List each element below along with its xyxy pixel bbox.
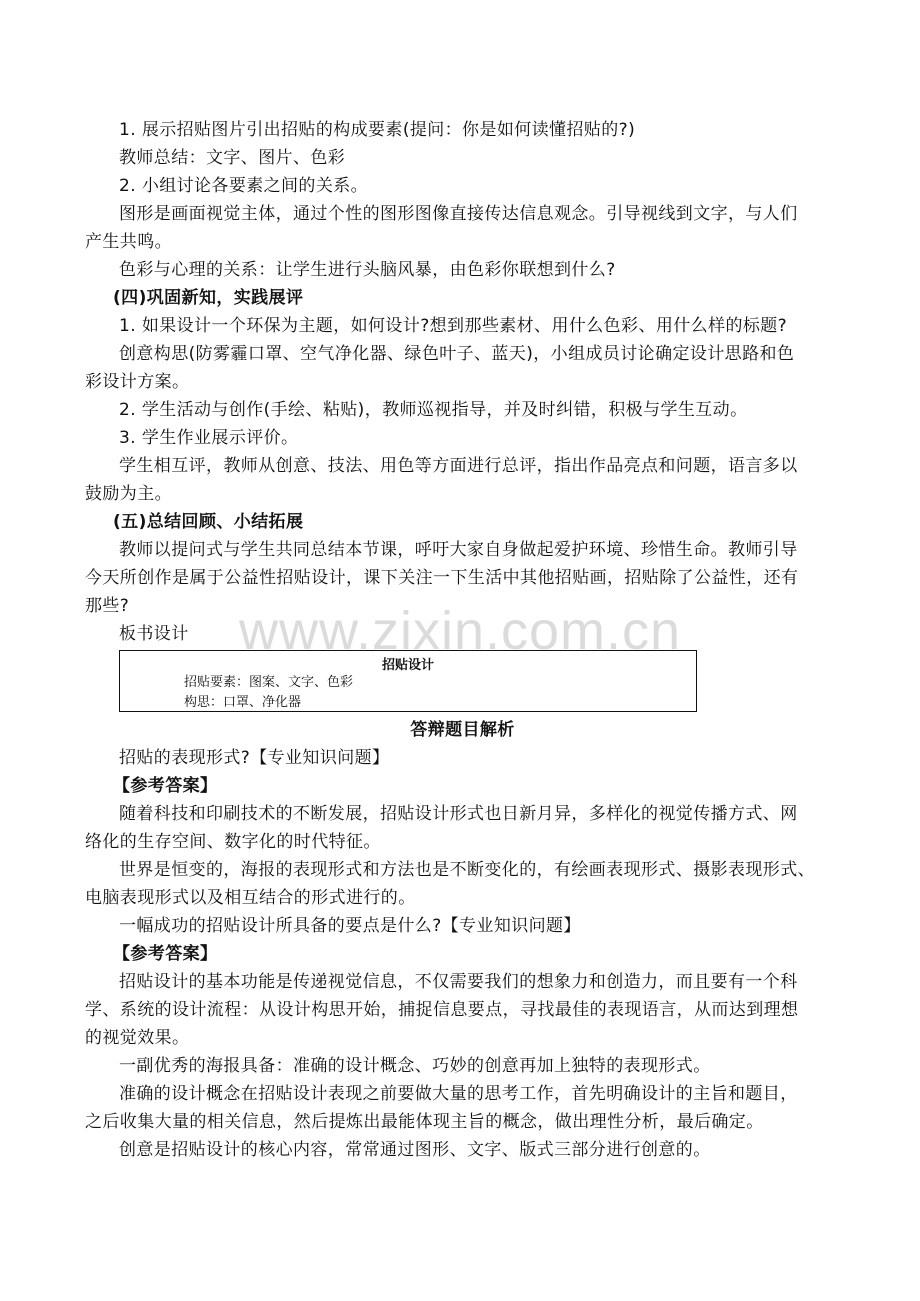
text-line: 2. 小组讨论各要素之间的关系。 xyxy=(119,176,369,196)
answer-label: 【参考答案】 xyxy=(113,944,218,964)
text-line: 2. 学生活动与创作(手绘、粘贴)，教师巡视指导，并及时纠错，积极与学生互动。 xyxy=(119,400,748,420)
board-label: 板书设计 xyxy=(119,624,189,644)
text-line: 1. 展示招贴图片引出招贴的构成要素(提问：你是如何读懂招贴的?) xyxy=(119,120,636,140)
text-line: 的视觉效果。 xyxy=(85,1028,190,1048)
watermark: www.zixin.com.cn xyxy=(238,601,682,661)
text-line: 创意是招贴设计的核心内容，常常通过图形、文字、版式三部分进行创意的。 xyxy=(119,1140,711,1160)
text-line: 一幅成功的招贴设计所具备的要点是什么?【专业知识问题】 xyxy=(119,916,581,936)
text-line: 招贴设计的基本功能是传递视觉信息，不仅需要我们的想象力和创造力，而且要有一个科 xyxy=(119,972,798,992)
text-line: 一副优秀的海报具备：准确的设计概念、巧妙的创意再加上独特的表现形式。 xyxy=(119,1056,711,1076)
text-line: 创意构思(防雾霾口罩、空气净化器、绿色叶子、蓝天)，小组成员讨论确定设计思路和色 xyxy=(119,344,795,364)
text-line: 教师总结：文字、图片、色彩 xyxy=(119,148,346,168)
board-title: 招贴设计 xyxy=(381,658,434,673)
text-line: 色彩与心理的关系：让学生进行头脑风暴，由色彩你联想到什么? xyxy=(119,260,616,280)
document-body xyxy=(85,116,840,1164)
text-line: 学、系统的设计流程：从设计构思开始，捕捉信息要点，寻找最佳的表现语言，从而达到理想 xyxy=(85,1000,799,1020)
text-line: 3. 学生作业展示评价。 xyxy=(119,428,299,448)
text-line: 招贴的表现形式?【专业知识问题】 xyxy=(119,748,390,768)
text-line: 世界是恒变的，海报的表现形式和方法也是不断变化的，有绘画表现形式、摄影表现形式、 xyxy=(119,860,815,880)
text-line: 图形是画面视觉主体，通过个性的图形图像直接传达信息观念。引导视线到文字，与人们 xyxy=(119,204,798,224)
text-line: 那些? xyxy=(85,596,130,616)
board-line: 构思：口罩、净化器 xyxy=(184,695,302,710)
text-line: 之后收集大量的相关信息，然后提炼出最能体现主旨的概念，做出理性分析，最后确定。 xyxy=(85,1112,764,1132)
text-line: 教师以提问式与学生共同总结本节课，呼吁大家自身做起爱护环境、珍惜生命。教师引导 xyxy=(119,540,798,560)
text-line: 学生相互评，教师从创意、技法、用色等方面进行总评，指出作品亮点和问题，语言多以 xyxy=(119,456,798,476)
text-line: 产生共鸣。 xyxy=(85,232,172,252)
text-line: 今天所创作是属于公益性招贴设计，课下关注一下生活中其他招贴画，招贴除了公益性，还有 xyxy=(85,568,799,588)
blackboard-design-box xyxy=(119,650,697,712)
text-line: 鼓励为主。 xyxy=(85,484,172,504)
section-title: 答辩题目解析 xyxy=(410,720,515,740)
section-heading: (五)总结回顾、小结拓展 xyxy=(113,512,304,532)
answer-label: 【参考答案】 xyxy=(113,776,218,796)
text-line: 彩设计方案。 xyxy=(85,372,190,392)
text-line: 随着科技和印刷技术的不断发展，招贴设计形式也日新月异，多样化的视觉传播方式、网 xyxy=(119,804,798,824)
text-line: 电脑表现形式以及相互结合的形式进行的。 xyxy=(85,888,416,908)
text-line: 络化的生存空间、数字化的时代特征。 xyxy=(85,832,381,852)
board-line: 招贴要素：图案、文字、色彩 xyxy=(184,675,354,690)
text-line: 准确的设计概念在招贴设计表现之前要做大量的思考工作，首先明确设计的主旨和题目， xyxy=(119,1084,798,1104)
text-line: 1. 如果设计一个环保为主题，如何设计?想到那些素材、用什么色彩、用什么样的标题? xyxy=(119,316,788,336)
section-heading: (四)巩固新知，实践展评 xyxy=(113,288,304,308)
